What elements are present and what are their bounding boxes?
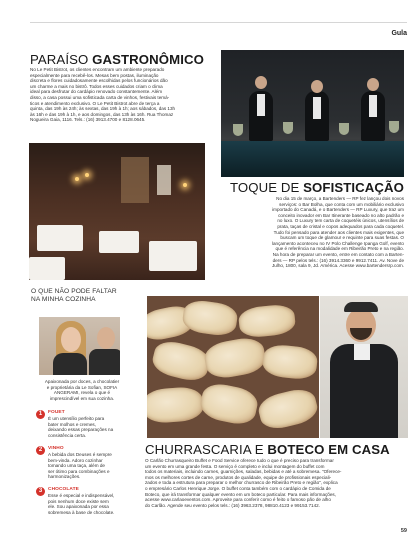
article-line: ders — RP pelos tels.: (16) 3914.3360 e 9912.7411. Av. Nove de: [272, 257, 404, 263]
article-line: No dia 15 de março, a Bartenders — RP fez lançou dois novos: [276, 196, 404, 201]
article-line: o empresário Carlos Henrique Jorge. O buffet conta também com o cardápio de Comida de: [145, 485, 331, 491]
list-item-line: ele. Sou apaixonada por essa: [48, 504, 109, 510]
article-line: que é referência na modalidade em Ribeirão Preto e na região.: [275, 246, 404, 252]
article-line: ideal para desfrutar do cardápio renovado constantemente. Além: [30, 89, 163, 95]
article-line: Tudo foi pensado para atender aos clientes mais exigentes, que: [273, 229, 404, 235]
article-line: serviços: o Bar Bolha, que conta com um mobiliário exclusivo: [279, 201, 404, 207]
list-item-title: VINHO: [48, 446, 64, 451]
number-badge: 3: [36, 487, 45, 496]
section-label: Gula: [391, 30, 407, 37]
article-line: conceito inovador em Bar Itinerante baseado no alto padrão e: [278, 212, 404, 218]
article-line: disso, a casa possui uma sofisticada carta de vinhos, festivais temá-: [30, 94, 170, 100]
list-item-line: A bebida dos Deuses é sempre: [48, 452, 112, 457]
list-item-text: [48, 493, 122, 515]
list-item-line: tomando uma taça, além de: [48, 463, 105, 469]
article-line: especialmente para recebê-los. Mesas bem postas, iluminação: [30, 72, 159, 78]
garlic-bread-photo: [147, 296, 319, 438]
article-line: no luxo. O Luxury tem carta de coquetéis únicos, utensílios de: [277, 218, 404, 224]
list-item-line: sobremesa à base de chocolate.: [48, 509, 115, 515]
article-toque-body: [212, 196, 404, 269]
article-line: Julho, 1800, sala 9, Jd. América. Acesse www.bartendersrp.com.: [271, 263, 404, 269]
article-line: Boteco, que irá transformar qualquer evento em um boteco particular. Para mais informações,: [145, 491, 336, 497]
article-line: Na hora de preparar um evento, entre em contato com a Barten-: [272, 251, 404, 257]
article-line: O Carlão Churrasqueiro Buffet e Food Service oferece tudo o que é preciso para transformar: [145, 458, 334, 463]
top-divider: [30, 22, 407, 23]
sidebar-title-line: NA MINHA COZINHA: [31, 296, 96, 303]
article-line: todos os materiais, incluindo carnes, guarnições, saladas, bebidas e até a sobremesa. "Oferece-: [145, 469, 342, 475]
headline-churrascaria-light: CHURRASCARIA E: [145, 442, 268, 457]
sidebar-intro-line: Apaixonada por doces, a chocolatier: [44, 379, 120, 384]
list-item-line: bater molhos e cremes,: [48, 421, 96, 427]
article-line: ticos e atendimento exclusivo. O Le Petit Bistrot abre de terça a: [30, 100, 160, 106]
article-line: um charme a mais no bistrô. Todos esses cuidados criam o clima: [30, 83, 163, 89]
page-number: 59: [400, 528, 407, 534]
headline-churrascaria: [145, 442, 390, 457]
article-line: zados e toda a estrutura para preparar o melhor churrasco de Ribeirão Preto e região", explica: [145, 480, 338, 486]
list-item-title: CHOCOLATE: [48, 487, 79, 492]
sidebar-intro: [37, 379, 127, 401]
chocolatier-photo: [39, 317, 120, 375]
number-badge: 2: [36, 446, 45, 455]
sidebar-intro-line: imprescindível em sua cozinha.: [49, 395, 115, 401]
list-item-text: [48, 416, 122, 438]
article-line: um evento em uma grande festa. O serviço é completo e inclui montagem do buffet com: [145, 463, 325, 469]
bartenders-photo: [221, 50, 404, 177]
list-item-line: É um utensílio perfeito para: [48, 416, 105, 421]
restaurant-interior-photo: [29, 143, 205, 280]
article-paraiso-body: [30, 67, 212, 123]
article-line: mos os melhores cortes de carne, produtos de qualidade, equipe de profissionais especiali-: [145, 474, 332, 480]
headline-toque: [230, 180, 404, 195]
sidebar-title: [31, 288, 127, 304]
sidebar-intro-line: e proprietária da Le Sofian, SOFIA: [46, 384, 118, 390]
list-item-line: ser ótimo para combinações e: [48, 468, 110, 474]
list-item-line: pois nenhum doce existe sem: [48, 498, 109, 504]
headline-toque-bold: SOFISTICAÇÃO: [303, 180, 404, 195]
article-line: discreta e flores cuidadosamente escolhidas pelos funcionários dão: [30, 78, 168, 84]
list-item-line: harmonizações.: [48, 474, 81, 480]
headline-churrascaria-bold: BOTECO EM CASA: [267, 442, 390, 457]
sidebar-title-line: O QUE NÃO PODE FALTAR: [31, 288, 117, 295]
list-item-line: bem-vinda. Adoro cozinhar: [48, 457, 103, 463]
chef-photo: [320, 296, 408, 438]
article-line: lançamento aconteceu no IV Polo Challenge Ipanga Golf, evento: [271, 240, 404, 246]
sidebar-box: [31, 288, 127, 304]
headline-paraiso: [30, 52, 204, 67]
headline-paraiso-bold: GASTRONÔMICO: [92, 52, 204, 67]
article-line: No Le Petit Bistrot, os clientes encontram um ambiente preparado: [30, 67, 165, 72]
article-churrascaria-body: [145, 458, 407, 508]
article-line: quinta, das 19h às 24h; às sextas, das 19h à 1h; aos sábados, das 13h: [30, 106, 176, 112]
article-line: acesse www.carlaoeventos.com. Aproveite para conferir como é feito o famoso pão de alho: [145, 497, 331, 503]
article-line: Nogueira Gaia, 1116. Tels.: (16) 3913.4700 e 8128.0645.: [30, 117, 146, 123]
article-line: do Carlão. Agende seu evento pelos tels.: (16) 3963.2378, 98810.4123 e 99153.7142.: [145, 502, 320, 508]
list-item-line: deixando essas preparações na: [48, 427, 114, 433]
article-line: prata, taças de cristal e copos adequados para cada coquetel.: [277, 223, 404, 229]
list-item-line: Esse é especial e indispensável,: [48, 493, 115, 498]
headline-toque-light: TOQUE DE: [229, 180, 304, 195]
article-line: buscam um toque de glamour e requinte para suas festas. O: [280, 235, 404, 241]
number-badge: 1: [36, 410, 45, 419]
sidebar-intro-line: ANGERAMI, revela o que é: [53, 390, 111, 396]
article-line: às 16h e das 19h à 1h, e aos domingos, das 13h às 16h. Rua Thomaz: [30, 111, 174, 117]
list-item-title: FOUET: [48, 410, 65, 415]
article-line: importado do Canadá, e o Bartenders — RP Luxury, que traz um: [272, 207, 404, 213]
list-item-line: consistência certa.: [48, 432, 87, 438]
headline-paraiso-light: PARAÍSO: [30, 52, 93, 67]
list-item-text: [48, 452, 122, 480]
